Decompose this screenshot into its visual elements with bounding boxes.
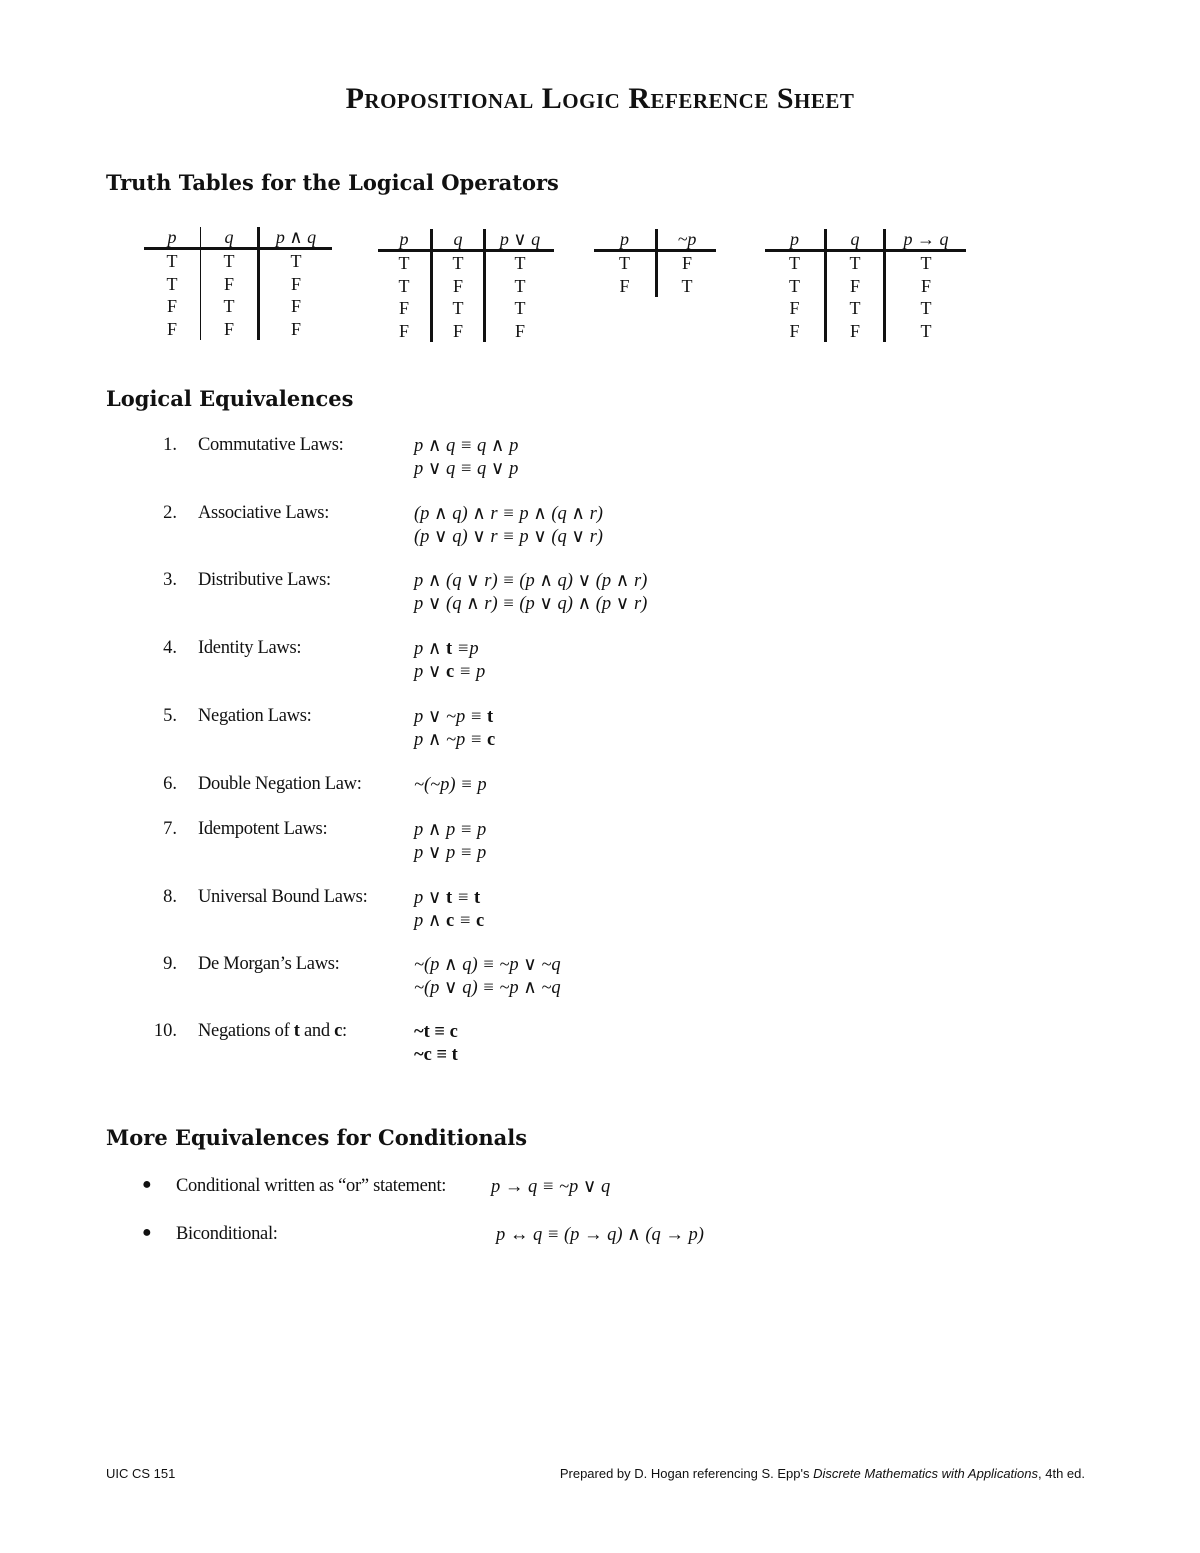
table-row <box>378 297 554 320</box>
cell: T <box>432 251 485 275</box>
equation: ~(p ∨ q) ≡ ~p ∧ ~q <box>414 978 561 998</box>
equivalences-heading: Logical Equivalences <box>106 386 354 411</box>
cell: F <box>432 275 485 298</box>
cell: F <box>826 275 885 298</box>
contradiction-symbol: c <box>334 1021 343 1041</box>
cell: T <box>378 275 432 298</box>
truth-tables-heading: Truth Tables for the Logical Operators <box>106 170 559 195</box>
footer-left: UIC CS 151 <box>106 1466 176 1481</box>
cell: F <box>290 296 301 316</box>
law-name: Distributive Laws: <box>198 570 331 590</box>
table-row <box>144 295 332 318</box>
tautology-symbol: t <box>446 639 453 659</box>
eq-part: ≡ <box>452 888 474 908</box>
cell: T <box>765 275 826 298</box>
cell: T <box>201 249 259 273</box>
table-row <box>765 251 966 275</box>
cell: T <box>514 298 526 318</box>
header-q: q <box>432 229 485 251</box>
cell: F <box>290 273 301 294</box>
cell: F <box>514 320 525 341</box>
table-row <box>765 275 966 298</box>
law-equations <box>414 435 518 481</box>
equation: (p ∨ q) ∨ r ≡ p ∨ (q ∨ r) <box>414 527 603 547</box>
truth-table-not <box>594 229 716 297</box>
header-p: p <box>378 229 432 251</box>
cell: F <box>594 275 657 298</box>
table-row <box>144 273 332 296</box>
header-p-implies-q: p → q <box>885 229 967 251</box>
cell: F <box>920 275 931 296</box>
law-name: Commutative Laws: <box>198 435 344 455</box>
law-number: 6. <box>163 774 177 794</box>
cell: F <box>201 318 259 341</box>
law-number: 9. <box>163 954 177 974</box>
cell: T <box>144 273 201 296</box>
eq-part: p ∧ <box>414 911 447 931</box>
cell: T <box>826 297 885 320</box>
equation: p ∧ (q ∨ r) ≡ (p ∧ q) ∨ (p ∧ r) <box>414 571 648 591</box>
cell: T <box>378 251 432 275</box>
eq-part: p ∨ <box>414 662 447 682</box>
cell: F <box>201 273 259 296</box>
table-row <box>378 251 554 275</box>
contradiction-symbol: c <box>487 730 496 750</box>
tautology-symbol: t <box>446 888 453 908</box>
eq-part: p ∧ ~p ≡ <box>414 730 488 750</box>
law-number: 4. <box>163 638 177 658</box>
law-name: Identity Laws: <box>198 638 302 658</box>
table-row <box>144 249 332 273</box>
cell: T <box>765 251 826 275</box>
equation: p ∨ p ≡ p <box>414 843 487 863</box>
equation: ~c ≡ t <box>414 1045 458 1065</box>
cell: F <box>432 320 485 343</box>
law-equations <box>414 706 495 752</box>
law-number: 10. <box>153 1021 177 1041</box>
equation: ~(~p) ≡ p <box>414 775 487 795</box>
contradiction-symbol: c <box>446 662 455 682</box>
equation: (p ∧ q) ∧ r ≡ p ∧ (q ∧ r) <box>414 504 603 524</box>
bullet-expression: p ↔ q ≡ (p → q) ∧ (q → p) <box>496 1225 704 1245</box>
law-equations <box>414 887 484 933</box>
table-row <box>378 320 554 343</box>
cell: F <box>144 318 201 341</box>
cell: T <box>681 275 693 296</box>
contradiction-symbol: c <box>446 911 455 931</box>
bullet-icon: ● <box>142 1224 152 1241</box>
equation <box>414 729 495 752</box>
law-number: 5. <box>163 706 177 726</box>
cell: T <box>514 275 526 296</box>
equation: p ∨ (q ∧ r) ≡ (p ∨ q) ∧ (p ∨ r) <box>414 594 648 614</box>
header-p-or-q: p ∨ q <box>485 229 555 251</box>
bullet-label: Conditional written as “or” statement: <box>176 1176 447 1196</box>
law-equations <box>414 638 485 684</box>
law-number: 1. <box>163 435 177 455</box>
tautology-symbol: t <box>473 888 481 908</box>
cell: T <box>432 297 485 320</box>
law-number: 3. <box>163 570 177 590</box>
table-row <box>144 318 332 341</box>
name-part: and <box>299 1021 335 1041</box>
header-q: q <box>201 227 259 249</box>
equation: ~t ≡ c <box>414 1022 458 1042</box>
equation <box>414 706 495 729</box>
cell: T <box>144 249 201 273</box>
eq-part: ≡ <box>454 911 476 931</box>
law-equations <box>414 570 647 616</box>
cell: T <box>920 253 932 273</box>
cell: T <box>514 253 526 273</box>
equation <box>414 638 485 661</box>
tautology-symbol: t <box>487 707 494 727</box>
contradiction-symbol: c <box>476 911 485 931</box>
truth-table-implies <box>765 229 966 342</box>
table-row <box>594 251 716 275</box>
cell: T <box>290 251 302 271</box>
table-row <box>378 275 554 298</box>
table-row <box>765 297 966 320</box>
cell: F <box>826 320 885 343</box>
law-name <box>198 1021 347 1042</box>
cell: T <box>201 295 259 318</box>
cell: F <box>681 253 692 273</box>
equation: p ∧ q ≡ q ∧ p <box>414 436 519 456</box>
truth-table-or <box>378 229 554 342</box>
law-number: 2. <box>163 503 177 523</box>
equation: ~(p ∧ q) ≡ ~p ∨ ~q <box>414 955 561 975</box>
footer-right <box>560 1466 1085 1481</box>
cell: T <box>920 298 932 318</box>
truth-table-and <box>144 227 332 340</box>
eq-part: p ∨ ~p ≡ <box>414 707 488 727</box>
footer-prefix: Prepared by D. Hogan referencing S. Epp's <box>559 1466 814 1481</box>
law-name: De Morgan’s Laws: <box>198 954 340 974</box>
cell: F <box>765 320 826 343</box>
conditionals-heading: More Equivalences for Conditionals <box>106 1125 528 1150</box>
cell: F <box>144 295 201 318</box>
header-p: p <box>765 229 826 251</box>
eq-part: ≡ p <box>454 662 486 682</box>
cell: F <box>378 297 432 320</box>
eq-part: p ∨ <box>414 888 447 908</box>
law-number: 7. <box>163 819 177 839</box>
header-p-and-q: p ∧ q <box>259 227 333 249</box>
law-equations <box>414 1021 458 1067</box>
header-q: q <box>826 229 885 251</box>
header-p: p <box>594 229 657 251</box>
law-name: Universal Bound Laws: <box>198 887 368 907</box>
law-equations <box>414 503 603 549</box>
table-row <box>594 275 716 298</box>
eq-part: p ∧ <box>414 639 447 659</box>
law-name: Idempotent Laws: <box>198 819 328 839</box>
eq-part: ≡p <box>452 639 479 659</box>
name-part: Negations of <box>198 1021 294 1041</box>
law-name: Associative Laws: <box>198 503 330 523</box>
law-number: 8. <box>163 887 177 907</box>
equation: p ∨ q ≡ q ∨ p <box>414 459 519 479</box>
footer-suffix: , 4th ed. <box>1038 1466 1085 1481</box>
equation <box>414 887 484 910</box>
tautology-symbol: t <box>293 1021 300 1041</box>
name-part: : <box>342 1021 347 1041</box>
bullet-icon: ● <box>142 1176 152 1193</box>
cell: T <box>594 251 657 275</box>
equation <box>414 661 485 684</box>
cell: F <box>765 297 826 320</box>
cell: T <box>920 320 932 341</box>
equation: p ∧ p ≡ p <box>414 820 487 840</box>
table-row <box>765 320 966 343</box>
bullet-expression: p → q ≡ ~p ∨ q <box>491 1177 611 1197</box>
header-p: p <box>144 227 201 249</box>
cell: F <box>290 318 301 339</box>
footer-book-title: Discrete Mathematics with Applications <box>813 1466 1039 1481</box>
law-name: Double Negation Law: <box>198 774 362 794</box>
cell: F <box>378 320 432 343</box>
equation <box>414 910 484 933</box>
law-equations <box>414 819 486 865</box>
law-equations <box>414 774 487 797</box>
law-equations <box>414 954 561 1000</box>
header-not-p: ~p <box>657 229 717 251</box>
bullet-label: Biconditional: <box>176 1224 278 1244</box>
cell: T <box>826 251 885 275</box>
law-name: Negation Laws: <box>198 706 312 726</box>
page-title: Propositional Logic Reference Sheet <box>345 82 855 115</box>
